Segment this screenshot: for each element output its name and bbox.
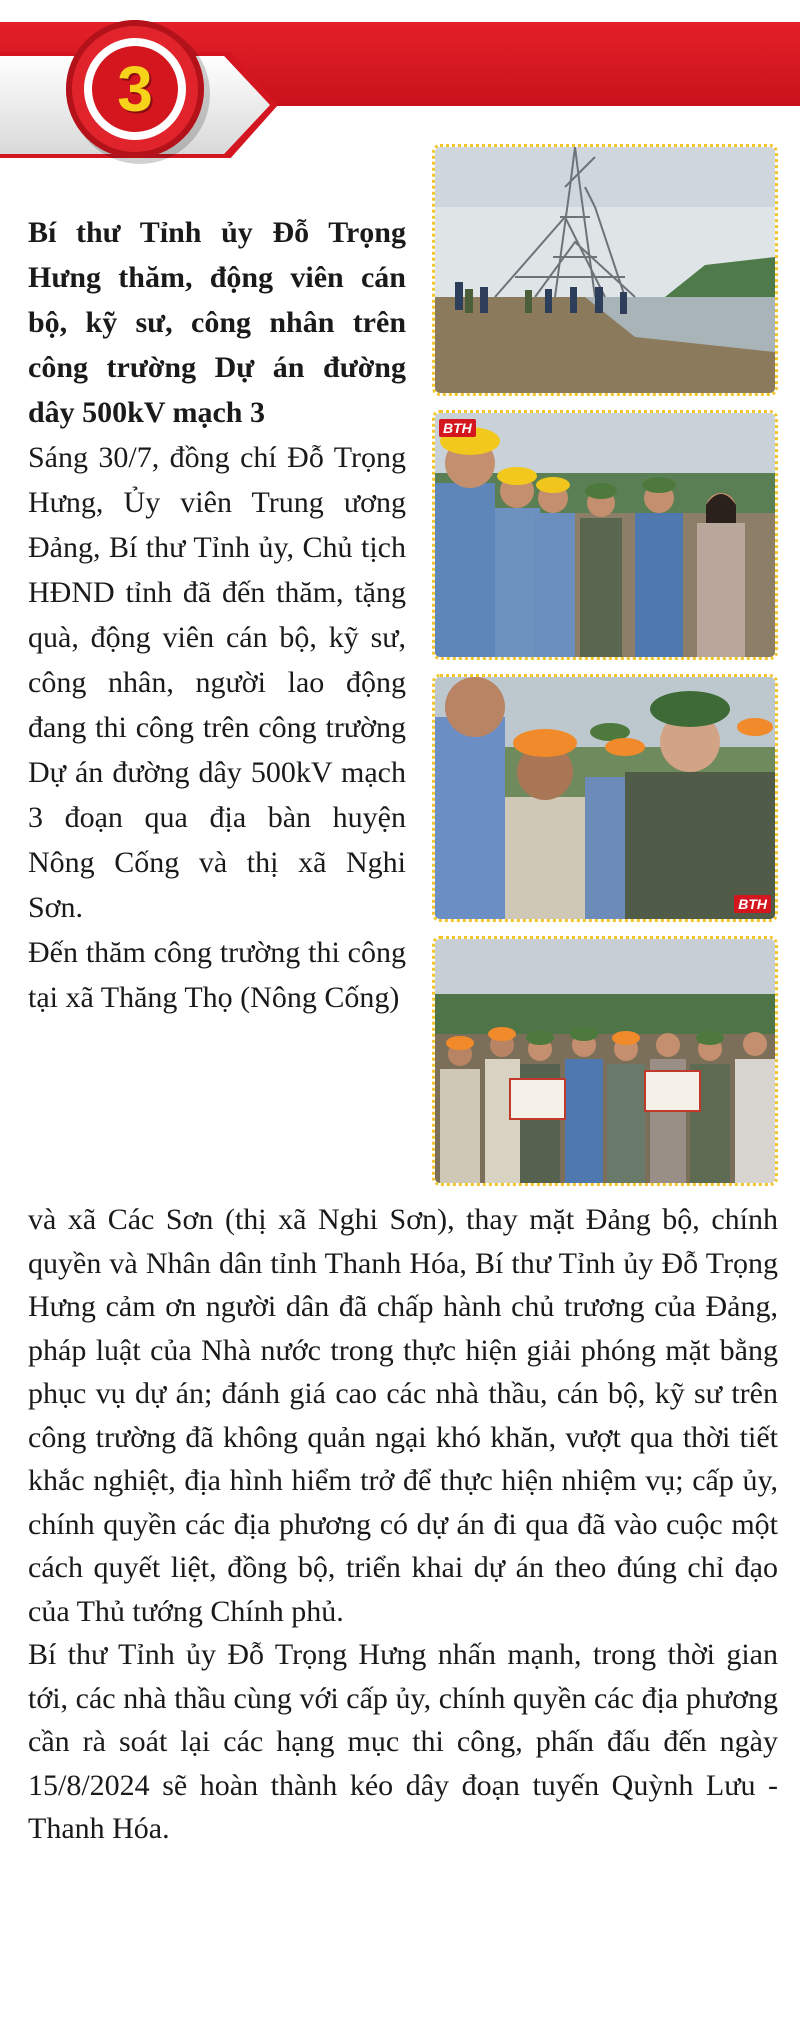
section-badge-core — [92, 46, 178, 132]
article-paragraph-2-rest: và xã Các Sơn (thị xã Nghi Sơn), thay mặt Đảng bộ, chính quyền và Nhân dân tỉnh Thanh Hóa, Bí thư Tỉnh ủy Đỗ Trọng Hưng cảm ơn người dân đã chấp hành chủ trương của Đảng, pháp luật của Nhà nước trong thực hiện giải phóng mặt bằng phục vụ dự án; đánh giá cao các nhà thầu, cán bộ, kỹ sư trên công trường đã không quản ngại khó khăn, vượt qua thời tiết khắc nghiệt, địa hình hiểm trở để thực hiện nhiệm vụ; cấp ủy, chính quyền các địa phương có dự án đi qua đã vào cuộc một cách quyết liệt, đồng bộ, triển khai dự án theo đúng chỉ đạo của Thủ tướng Chính phủ. — [28, 1203, 778, 1628]
article-continuation — [28, 1198, 778, 1851]
article-column — [28, 210, 406, 1020]
photo-power-tower-site — [432, 144, 778, 396]
bth-logo: BTH — [734, 895, 771, 913]
photo-officials-with-workers — [432, 410, 778, 660]
photo-gift-presentation — [432, 936, 778, 1186]
article-paragraph-2-start: Đến thăm công trường thi công tại xã Thăng Thọ (Nông Cống) — [28, 936, 406, 1014]
photo-greeting-worker — [432, 674, 778, 922]
article-paragraph-1: Sáng 30/7, đồng chí Đỗ Trọng Hưng, Ủy viên Trung ương Đảng, Bí thư Tỉnh ủy, Chủ tịch HĐND tỉnh đã đến thăm, tặng quà, động viên cán bộ, kỹ sư, công nhân, người lao động đang thi công trên công trường Dự án đường dây 500kV mạch 3 đoạn qua địa bàn huyện Nông Cống và thị xã Nghi Sơn. — [28, 441, 406, 924]
article-paragraph-3: Bí thư Tỉnh ủy Đỗ Trọng Hưng nhấn mạnh, trong thời gian tới, các nhà thầu cùng với cấp ủy, chính quyền các địa phương cần rà soát lại các hạng mục thi công, phấn đấu đến ngày 15/8/2024 sẽ hoàn thành kéo dây đoạn tuyến Quỳnh Lưu - Thanh Hóa. — [28, 1638, 778, 1845]
article-title: Bí thư Tỉnh ủy Đỗ Trọng Hưng thăm, động viên cán bộ, kỹ sư, công nhân trên công trường Dự án đường dây 500kV mạch 3 — [28, 216, 406, 429]
section-number: 3 — [117, 53, 153, 125]
bth-logo: BTH — [439, 419, 476, 437]
